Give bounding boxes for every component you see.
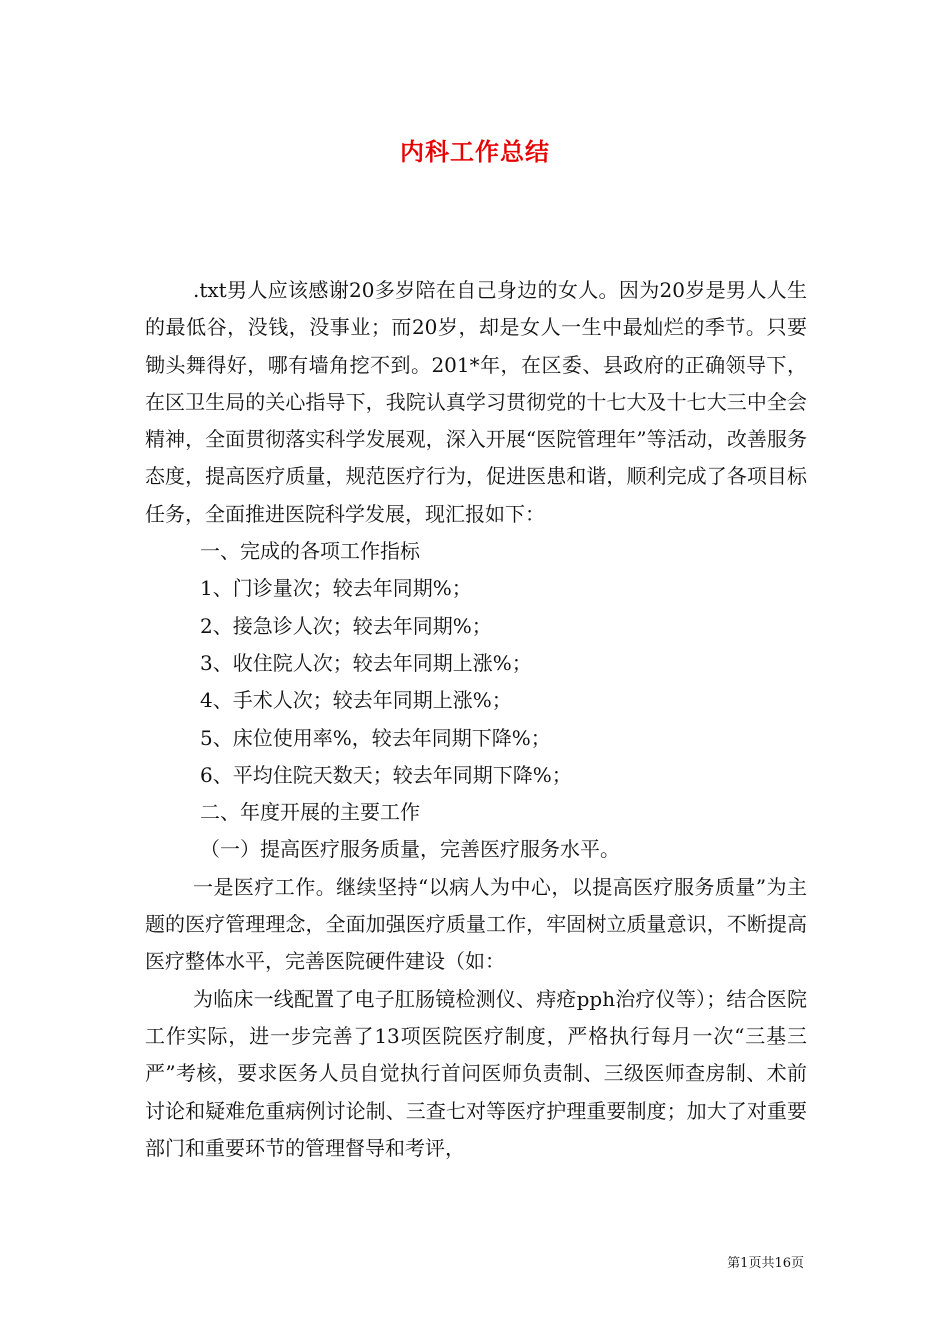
page-footer: 第1页共16页 xyxy=(727,1256,804,1271)
list-item: 4、手术人次；较去年同期上涨%； xyxy=(200,688,512,713)
section-heading-1: 一、完成的各项工作指标 xyxy=(200,539,420,564)
subsection-heading: （一）提高医疗服务质量，完善医疗服务水平。 xyxy=(200,837,620,862)
paragraph-medical-work: 一是医疗工作。继续坚持“以病人为中心，以提高医疗服务质量”为主题的医疗管理理念，全面加强医疗质量工作，牢固树立质量意识，不断提高医疗整体水平，完善医院硬件建设（如： xyxy=(145,874,807,974)
list-item: 5、床位使用率%，较去年同期下降%； xyxy=(200,725,551,750)
document-title: 内科工作总结 xyxy=(400,137,550,166)
list-item: 3、收住院人次；较去年同期上涨%； xyxy=(200,650,532,675)
section-heading-2: 二、年度开展的主要工作 xyxy=(200,800,420,825)
paragraph-equipment: 为临床一线配置了电子肛肠镜检测仪、痔疮pph治疗仪等）；结合医院工作实际，进一步完善了13项医院医疗制度，严格执行每月一次“三基三严”考核，要求医务人员自觉执行首问医师负责制、三级医师查房制、术前讨论和疑难危重病例讨论制、三查七对等医疗护理重要制度；加大了对重要部门和重要环节的管理督导和考评， xyxy=(145,986,807,1160)
paragraph-intro: .txt男人应该感谢20多岁陪在自己身边的女人。因为20岁是男人人生的最低谷，没钱，没事业；而20岁，却是女人一生中最灿烂的季节。只要锄头舞得好，哪有墙角挖不到。201*年，在区委、县政府的正确领导下，在区卫生局的关心指导下，我院认真学习贯彻党的十七大及十七大三中全会精神，全面贯彻落实科学发展观，深入开展“医院管理年”等活动，改善服务态度，提高医疗质量，规范医疗行为，促进医患和谐，顺利完成了各项目标任务，全面推进医院科学发展，现汇报如下： xyxy=(145,278,807,526)
list-item: 2、接急诊人次；较去年同期%； xyxy=(200,613,492,638)
list-item: 1、门诊量次；较去年同期%； xyxy=(200,576,472,601)
list-item: 6、平均住院天数天；较去年同期下降%； xyxy=(200,762,572,787)
document-body xyxy=(145,272,807,1167)
